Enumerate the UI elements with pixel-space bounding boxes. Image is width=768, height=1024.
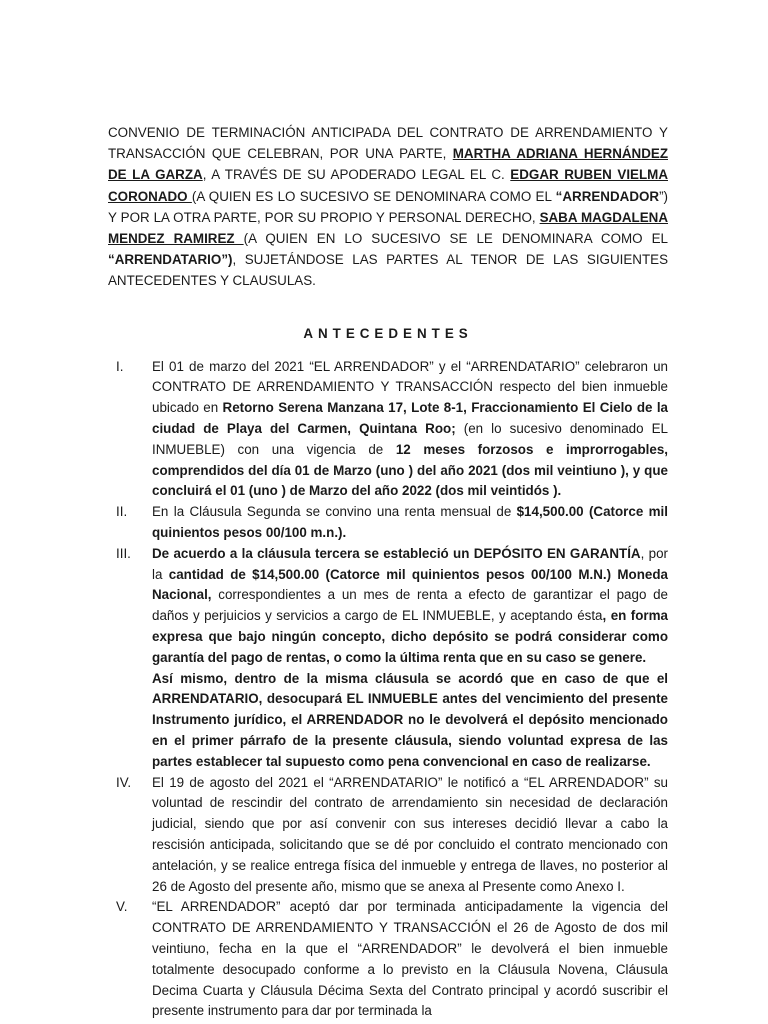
item-span: El 01 de marzo del 2021 “EL ARRENDADOR” y el “ARRENDATARIO” celebraron un CONTRATO DE ARRENDAMIENTO Y TRANSACCIÓN respecto del bien inmueble ubicado en: [152, 358, 668, 416]
item-text: [152, 544, 668, 773]
item-span: En la Cláusula Segunda se convino una renta mensual de: [152, 504, 517, 520]
antecedents-list: [108, 357, 668, 1023]
item-span: (en lo sucesivo denominado EL INMUEBLE) con una vigencia de: [152, 421, 669, 457]
list-item: [108, 357, 668, 503]
item-number: IV.: [116, 774, 132, 790]
item-span: , por la: [152, 545, 669, 582]
party-name-tenant: SABA MAGDALENA MENDEZ RAMIREZ: [108, 209, 668, 247]
intro-text: ”) Y POR LA OTRA PARTE, POR SU PROPIO Y PERSONAL DERECHO,: [108, 188, 668, 225]
party-name-landlord: MARTHA ADRIANA HERNÁNDEZ DE LA GARZA: [108, 146, 668, 183]
list-item: [108, 502, 668, 544]
item-number: V.: [116, 899, 128, 915]
item-span-bold: De acuerdo a la cláusula tercera se estableció un DEPÓSITO EN GARANTÍA: [152, 545, 641, 561]
item-text: [152, 357, 668, 503]
item-span-bold: cantidad de $14,500.00 (Catorce mil quinientos pesos 00/100 M.N.) Moneda Nacional,: [152, 566, 668, 603]
intro-text: , SUJETÁNDOSE LAS PARTES AL TENOR DE LAS SIGUIENTES ANTECEDENTES Y CLAUSULAS.: [108, 252, 668, 289]
item-number: III.: [116, 545, 131, 561]
item-span-bold: $14,500.00 (Catorce mil quinientos pesos 00/100 m.n.).: [152, 504, 668, 540]
intro-text: CONVENIO DE TERMINACIÓN ANTICIPADA DEL CONTRATO DE ARRENDAMIENTO Y TRANSACCIÓN QUE CELEBRAN, POR UNA PARTE,: [108, 125, 668, 162]
intro-text: , A TRAVÉS DE SU APODERADO LEGAL EL C.: [202, 167, 511, 183]
party-name-attorney: EDGAR RUBEN VIELMA CORONADO: [108, 167, 668, 204]
item-paragraph-2: Así mismo, dentro de la misma cláusula se acordó que en caso de que el ARRENDATARIO, desocupará EL INMUEBLE antes del vencimiento del presente Instrumento jurídico, el ARRENDADOR no le devolverá el depósito mencionado en el primer párrafo de la presente cláusula, siendo voluntad expresa de las partes establecer tal supuesto como pena convencional en caso de realizarse.: [152, 670, 668, 769]
list-item: [108, 544, 668, 773]
item-span: “EL ARRENDADOR” aceptó dar por terminada anticipadamente la vigencia del CONTRATO DE ARRENDAMIENTO Y TRANSACCIÓN el 26 de Agosto de dos mil veintiuno, fecha en la que el “ARRENDADOR” le devolverá el bien inmueble totalmente desocupado conforme a lo previsto en la Cláusula Novena, Cláusula Decima Cuarta y Cláusula Décima Sexta del Contrato principal y acordó suscribir el presente instrumento para dar por terminada la: [152, 899, 668, 1019]
item-span-bold: 12 meses forzosos e improrrogables, comprendidos del día 01 de Marzo (uno ) del año 2021 (dos mil veintiuno ), y que concluirá el 01 (uno ) de Marzo del año 2022 (dos mil veintidós ).: [152, 441, 668, 499]
list-item: [108, 897, 668, 1022]
intro-paragraph: [108, 122, 668, 292]
item-number: II.: [116, 504, 128, 520]
item-span: El 19 de agosto del 2021 el “ARRENDATARIO” le notificó a “EL ARRENDADOR” su voluntad de rescindir del contrato de arrendamiento sin necesidad de declaración judicial, siendo que por así convenir con sus intereses decidió llevar a cabo la rescisión anticipada, solicitando que se dé por concluido el contrato mencionado con antelación, y se realice entrega física del inmueble y entrega de llaves, no posterior al 26 de Agosto del presente año, mismo que se anexa al Presente como Anexo I.: [152, 774, 668, 894]
item-span: correspondientes a un mes de renta a efecto de garantizar el pago de daños y perjuicios y servicios a cargo de EL INMUEBLE, y aceptando ésta: [152, 587, 668, 624]
role-landlord: “ARRENDADOR: [555, 188, 660, 204]
intro-text: (A QUIEN EN LO SUCESIVO SE LE DENOMINARA COMO EL: [243, 231, 669, 247]
item-paragraph: [152, 544, 668, 669]
item-text: [152, 502, 668, 544]
role-tenant: “ARRENDATARIO”): [108, 252, 233, 268]
item-number: I.: [116, 358, 124, 374]
section-heading: ANTECEDENTES: [303, 325, 473, 341]
item-span-bold: Retorno Serena Manzana 17, Lote 8-1, Fraccionamiento El Cielo de la ciudad de Playa del Carmen, Quintana Roo;: [152, 400, 668, 437]
list-item: [108, 773, 668, 898]
item-span-bold: , en forma expresa que bajo ningún concepto, dicho depósito se podrá considerar como garantía del pago de rentas, o como la última renta que en su caso se genere.: [152, 608, 668, 665]
intro-text: (A QUIEN ES LO SUCESIVO SE DENOMINARA COMO EL: [191, 188, 556, 204]
item-text: [152, 773, 668, 898]
item-text: [152, 897, 668, 1022]
